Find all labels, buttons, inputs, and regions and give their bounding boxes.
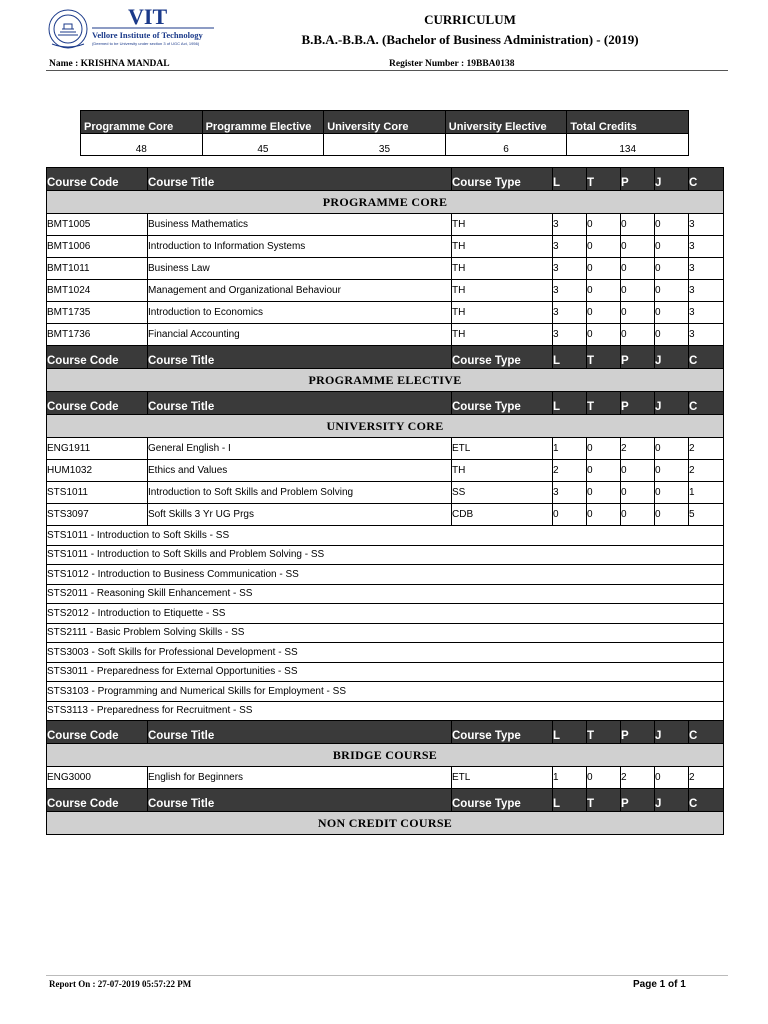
course-type: TH	[452, 258, 553, 280]
summary-header: University Core	[324, 111, 446, 134]
column-header: L	[553, 392, 587, 415]
course-title: Introduction to Information Systems	[148, 236, 452, 258]
course-type: TH	[452, 236, 553, 258]
sub-course-row	[47, 643, 724, 663]
course-code: STS3097	[47, 504, 148, 526]
lecture-hours: 0	[553, 504, 587, 526]
sub-course-item: STS2012 - Introduction to Etiquette - SS	[47, 604, 724, 624]
sub-course-item: STS2011 - Reasoning Skill Enhancement - SS	[47, 584, 724, 604]
summary-value-row	[81, 134, 689, 156]
section-title: UNIVERSITY CORE	[47, 415, 724, 438]
course-code: BMT1011	[47, 258, 148, 280]
project-hours: 0	[655, 214, 689, 236]
column-header-row	[47, 721, 724, 744]
document-subtitle: B.B.A.-B.B.A. (Bachelor of Business Administration) - (2019)	[301, 32, 639, 47]
lecture-hours: 3	[553, 236, 587, 258]
vit-logo	[48, 4, 216, 50]
column-header: Course Type	[452, 789, 553, 812]
tutorial-hours: 0	[587, 302, 621, 324]
logo-subtitle: Vellore Institute of Technology	[92, 30, 203, 40]
course-row	[47, 214, 724, 236]
course-row	[47, 302, 724, 324]
project-hours: 0	[655, 302, 689, 324]
course-code: ENG1911	[47, 438, 148, 460]
project-hours: 0	[655, 324, 689, 346]
course-row	[47, 460, 724, 482]
tutorial-hours: 0	[587, 438, 621, 460]
column-header: L	[553, 346, 587, 369]
credits: 1	[689, 482, 724, 504]
sub-course-row	[47, 565, 724, 585]
project-hours: 0	[655, 438, 689, 460]
course-type: CDB	[452, 504, 553, 526]
tutorial-hours: 0	[587, 236, 621, 258]
sub-course-item: STS3003 - Soft Skills for Professional Development - SS	[47, 643, 724, 663]
course-title: General English - I	[148, 438, 452, 460]
column-header: C	[689, 346, 724, 369]
course-title: Business Mathematics	[148, 214, 452, 236]
column-header: C	[689, 789, 724, 812]
sub-course-row	[47, 623, 724, 643]
course-title: Business Law	[148, 258, 452, 280]
sub-course-item: STS1012 - Introduction to Business Communication - SS	[47, 565, 724, 585]
sub-course-row	[47, 526, 724, 546]
course-type: TH	[452, 302, 553, 324]
practical-hours: 0	[621, 504, 655, 526]
course-code: BMT1005	[47, 214, 148, 236]
project-hours: 0	[655, 236, 689, 258]
practical-hours: 0	[621, 460, 655, 482]
summary-value: 35	[324, 134, 446, 156]
column-header: Course Title	[148, 168, 452, 191]
sub-course-item: STS3113 - Preparedness for Recruitment - SS	[47, 701, 724, 721]
project-hours: 0	[655, 767, 689, 789]
credits: 3	[689, 214, 724, 236]
course-type: SS	[452, 482, 553, 504]
lecture-hours: 1	[553, 438, 587, 460]
column-header: T	[587, 168, 621, 191]
lecture-hours: 3	[553, 482, 587, 504]
column-header: Course Title	[148, 392, 452, 415]
course-type: ETL	[452, 438, 553, 460]
practical-hours: 0	[621, 214, 655, 236]
course-row	[47, 438, 724, 460]
credits: 2	[689, 460, 724, 482]
summary-header: University Elective	[445, 111, 567, 134]
course-code: STS1011	[47, 482, 148, 504]
column-header: Course Code	[47, 346, 148, 369]
summary-header: Programme Core	[81, 111, 203, 134]
column-header: C	[689, 168, 724, 191]
credits: 3	[689, 258, 724, 280]
course-code: BMT1006	[47, 236, 148, 258]
course-title: Ethics and Values	[148, 460, 452, 482]
summary-value: 134	[567, 134, 689, 156]
course-type: ETL	[452, 767, 553, 789]
column-header: Course Title	[148, 789, 452, 812]
lecture-hours: 3	[553, 280, 587, 302]
course-type: TH	[452, 324, 553, 346]
course-row	[47, 324, 724, 346]
column-header: J	[655, 346, 689, 369]
column-header: Course Title	[148, 721, 452, 744]
column-header: Course Code	[47, 168, 148, 191]
tutorial-hours: 0	[587, 214, 621, 236]
column-header: T	[587, 392, 621, 415]
practical-hours: 0	[621, 236, 655, 258]
summary-header: Programme Elective	[202, 111, 324, 134]
practical-hours: 0	[621, 258, 655, 280]
column-header: P	[621, 346, 655, 369]
header-divider	[46, 70, 728, 71]
course-type: TH	[452, 460, 553, 482]
course-row	[47, 258, 724, 280]
lecture-hours: 3	[553, 324, 587, 346]
course-title: English for Beginners	[148, 767, 452, 789]
column-header: T	[587, 346, 621, 369]
sub-course-row	[47, 682, 724, 702]
sub-course-row	[47, 662, 724, 682]
practical-hours: 0	[621, 482, 655, 504]
column-header: J	[655, 392, 689, 415]
sub-course-row	[47, 545, 724, 565]
tutorial-hours: 0	[587, 767, 621, 789]
column-header: Course Type	[452, 346, 553, 369]
course-title: Introduction to Economics	[148, 302, 452, 324]
student-name: Name : KRISHNA MANDAL	[49, 59, 170, 69]
credit-summary-table	[80, 110, 689, 156]
page-number: Page 1 of 1	[633, 979, 686, 990]
column-header: Course Code	[47, 789, 148, 812]
practical-hours: 2	[621, 767, 655, 789]
column-header-row	[47, 346, 724, 369]
tutorial-hours: 0	[587, 460, 621, 482]
section-heading-row	[47, 369, 724, 392]
section-title: PROGRAMME CORE	[47, 191, 724, 214]
column-header: T	[587, 789, 621, 812]
column-header: Course Code	[47, 721, 148, 744]
column-header-row	[47, 168, 724, 191]
column-header: P	[621, 721, 655, 744]
credits: 5	[689, 504, 724, 526]
practical-hours: 0	[621, 302, 655, 324]
lecture-hours: 3	[553, 214, 587, 236]
project-hours: 0	[655, 280, 689, 302]
practical-hours: 0	[621, 280, 655, 302]
section-heading-row	[47, 744, 724, 767]
column-header: C	[689, 721, 724, 744]
section-heading-row	[47, 415, 724, 438]
credits: 3	[689, 324, 724, 346]
logo-tagline: (Deemed to be University under section 3 of UGC Act, 1956)	[92, 41, 200, 46]
sub-course-item: STS1011 - Introduction to Soft Skills and Problem Solving - SS	[47, 545, 724, 565]
column-header: J	[655, 168, 689, 191]
section-title: PROGRAMME ELECTIVE	[47, 369, 724, 392]
credits: 3	[689, 236, 724, 258]
course-code: BMT1024	[47, 280, 148, 302]
column-header: Course Type	[452, 168, 553, 191]
column-header: Course Code	[47, 392, 148, 415]
lecture-hours: 1	[553, 767, 587, 789]
column-header: Course Type	[452, 721, 553, 744]
tutorial-hours: 0	[587, 324, 621, 346]
column-header: L	[553, 168, 587, 191]
column-header: L	[553, 721, 587, 744]
sub-course-item: STS2111 - Basic Problem Solving Skills - SS	[47, 623, 724, 643]
column-header: Course Type	[452, 392, 553, 415]
summary-header: Total Credits	[567, 111, 689, 134]
column-header: Course Title	[148, 346, 452, 369]
summary-value: 6	[445, 134, 567, 156]
project-hours: 0	[655, 460, 689, 482]
project-hours: 0	[655, 504, 689, 526]
credits: 3	[689, 302, 724, 324]
course-code: BMT1735	[47, 302, 148, 324]
course-title: Financial Accounting	[148, 324, 452, 346]
course-title: Management and Organizational Behaviour	[148, 280, 452, 302]
lecture-hours: 3	[553, 258, 587, 280]
column-header: P	[621, 168, 655, 191]
column-header: C	[689, 392, 724, 415]
course-code: HUM1032	[47, 460, 148, 482]
course-title: Introduction to Soft Skills and Problem Solving	[148, 482, 452, 504]
course-row	[47, 236, 724, 258]
course-code: ENG3000	[47, 767, 148, 789]
report-timestamp: Report On : 27-07-2019 05:57:22 PM	[49, 979, 192, 989]
summary-value: 48	[81, 134, 203, 156]
column-header: P	[621, 789, 655, 812]
sub-course-row	[47, 604, 724, 624]
sub-course-row	[47, 701, 724, 721]
course-type: TH	[452, 280, 553, 302]
section-heading-row	[47, 191, 724, 214]
tutorial-hours: 0	[587, 258, 621, 280]
document-title: CURRICULUM	[424, 12, 516, 27]
sub-course-item: STS3011 - Preparedness for External Opportunities - SS	[47, 662, 724, 682]
section-title: BRIDGE COURSE	[47, 744, 724, 767]
summary-value: 45	[202, 134, 324, 156]
lecture-hours: 3	[553, 302, 587, 324]
section-heading-row	[47, 812, 724, 835]
credits: 3	[689, 280, 724, 302]
lecture-hours: 2	[553, 460, 587, 482]
course-code: BMT1736	[47, 324, 148, 346]
course-row	[47, 280, 724, 302]
tutorial-hours: 0	[587, 280, 621, 302]
sub-course-row	[47, 584, 724, 604]
course-row	[47, 767, 724, 789]
column-header: T	[587, 721, 621, 744]
project-hours: 0	[655, 258, 689, 280]
tutorial-hours: 0	[587, 504, 621, 526]
project-hours: 0	[655, 482, 689, 504]
summary-header-row	[81, 111, 689, 134]
column-header: J	[655, 789, 689, 812]
course-type: TH	[452, 214, 553, 236]
register-number: Register Number : 19BBA0138	[389, 59, 515, 69]
practical-hours: 0	[621, 324, 655, 346]
footer-divider	[46, 975, 728, 976]
logo-text: VIT	[128, 4, 168, 29]
credits: 2	[689, 438, 724, 460]
sub-course-item: STS3103 - Programming and Numerical Skills for Employment - SS	[47, 682, 724, 702]
column-header: J	[655, 721, 689, 744]
course-title: Soft Skills 3 Yr UG Prgs	[148, 504, 452, 526]
curriculum-table	[46, 167, 724, 835]
column-header-row	[47, 392, 724, 415]
column-header: L	[553, 789, 587, 812]
practical-hours: 2	[621, 438, 655, 460]
sub-course-item: STS1011 - Introduction to Soft Skills - SS	[47, 526, 724, 546]
course-row	[47, 482, 724, 504]
tutorial-hours: 0	[587, 482, 621, 504]
column-header: P	[621, 392, 655, 415]
course-row	[47, 504, 724, 526]
column-header-row	[47, 789, 724, 812]
section-title: NON CREDIT COURSE	[47, 812, 724, 835]
credits: 2	[689, 767, 724, 789]
